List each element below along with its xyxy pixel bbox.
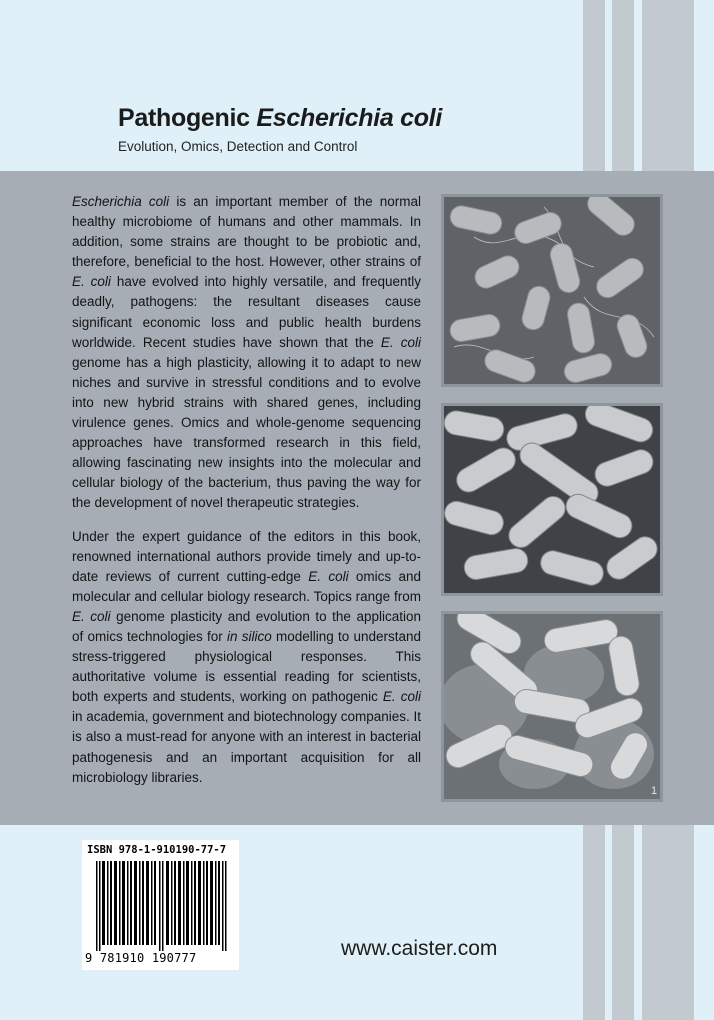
title-band: [0, 0, 714, 171]
isbn-barcode: [82, 840, 239, 970]
italic-text: E. coli: [72, 274, 111, 290]
text: in academia, government and biotechnology companies. It is also a must-read for anyone with an interest in bacterial pathogenesis and an important acquisition for all microbiology libraries.: [72, 709, 421, 785]
barcode-bars: [96, 861, 228, 951]
text: genome plasticity and evolution to the application of omics technologies for: [72, 608, 422, 644]
description-paragraph-2: [72, 527, 421, 788]
micrograph-label: 1: [651, 785, 658, 797]
micrograph-3: [441, 611, 663, 802]
description-paragraph-1: [72, 192, 421, 514]
italic-text: E. coli: [308, 568, 349, 584]
title-plain: Pathogenic: [118, 104, 257, 132]
book-subtitle: Evolution, Omics, Detection and Control: [118, 139, 358, 154]
italic-text: E. coli: [382, 689, 422, 705]
italic-text: E. coli: [380, 334, 421, 350]
text: Under the expert guidance of the editors in this book, renowned international authors provide timely and up-to-date reviews of current cutting-edge: [72, 528, 421, 584]
italic-text: in silico: [226, 628, 272, 644]
title-italic: Escherichia coli: [256, 104, 442, 132]
isbn-digits: 9 781910 190777: [85, 951, 197, 965]
book-description: [72, 192, 421, 801]
text: genome has a high plasticity, allowing it to adapt to new niches and survive in stressful conditions and to evolve into new hybrid strains with shared genes, including virulence genes. Omics and whole-genome sequencing approaches have transformed research in this field, allowing fascinating new insights into the molecular and cellular biology of the bacterium, thus paving the way for the development of novel therapeutic strategies.: [72, 354, 421, 511]
text: is an important member of the normal healthy microbiome of humans and other mammals. In addition, some strains are thought to be probiotic and, therefore, beneficial to the host. However, other strains of: [72, 194, 421, 270]
italic-text: E. coli: [72, 608, 111, 624]
micrograph-2: [441, 403, 663, 596]
text: modelling to understand stress-triggered physiological responses. This authoritative volume is essential reading for scientists, both experts and students, working on pathogenic: [72, 628, 422, 705]
italic-text: Escherichia coli: [72, 194, 170, 209]
publisher-website[interactable]: www.caister.com: [341, 937, 498, 960]
text: omics and molecular and cellular biology research. Topics range from: [72, 568, 422, 604]
isbn-text: ISBN 978-1-910190-77-7: [87, 844, 227, 856]
micrograph-1: [441, 194, 663, 387]
text: have evolved into highly versatile, and frequently deadly, pathogens: the resultant diseases cause significant economic loss and public health burdens worldwide. Recent studies have shown that the: [72, 274, 422, 350]
book-title: [118, 104, 442, 133]
